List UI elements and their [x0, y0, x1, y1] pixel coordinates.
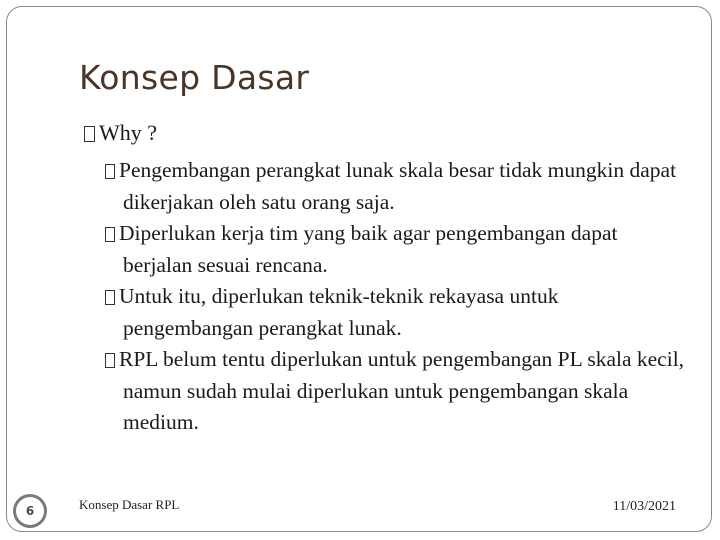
slide-number: 6: [16, 497, 44, 525]
list-item: [105, 281, 685, 344]
slide-title: Konsep Dasar: [79, 58, 310, 97]
point-text: Diperlukan kerja tim yang baik agar pengembangan dapat berjalan sesuai rencana.: [119, 221, 618, 277]
list-item: [105, 155, 685, 218]
slide-number-badge: [13, 494, 47, 528]
point-text: Untuk itu, diperlukan teknik-teknik rekayasa untuk pengembangan perangkat lunak.: [119, 284, 559, 340]
bullet-box-icon: [105, 290, 115, 305]
bullet-box-icon: [105, 227, 115, 242]
bullet-box-icon: [105, 353, 115, 368]
list-item: [105, 218, 685, 281]
bullet-box-icon: [105, 164, 115, 179]
list-item: [105, 344, 685, 439]
bullet-box-icon: [84, 126, 95, 142]
point-text: RPL belum tentu diperlukan untuk pengembangan PL skala kecil, namun sudah mulai diperlukan untuk pengembangan skala medium.: [119, 347, 685, 434]
points-list: [105, 155, 685, 439]
question-bullet: [84, 120, 157, 146]
footer-date: 11/03/2021: [612, 499, 676, 514]
footer-course: Konsep Dasar RPL: [79, 497, 180, 512]
question-text: Why ?: [99, 120, 158, 145]
point-text: Pengembangan perangkat lunak skala besar tidak mungkin dapat dikerjakan oleh satu orang saja.: [119, 158, 677, 214]
